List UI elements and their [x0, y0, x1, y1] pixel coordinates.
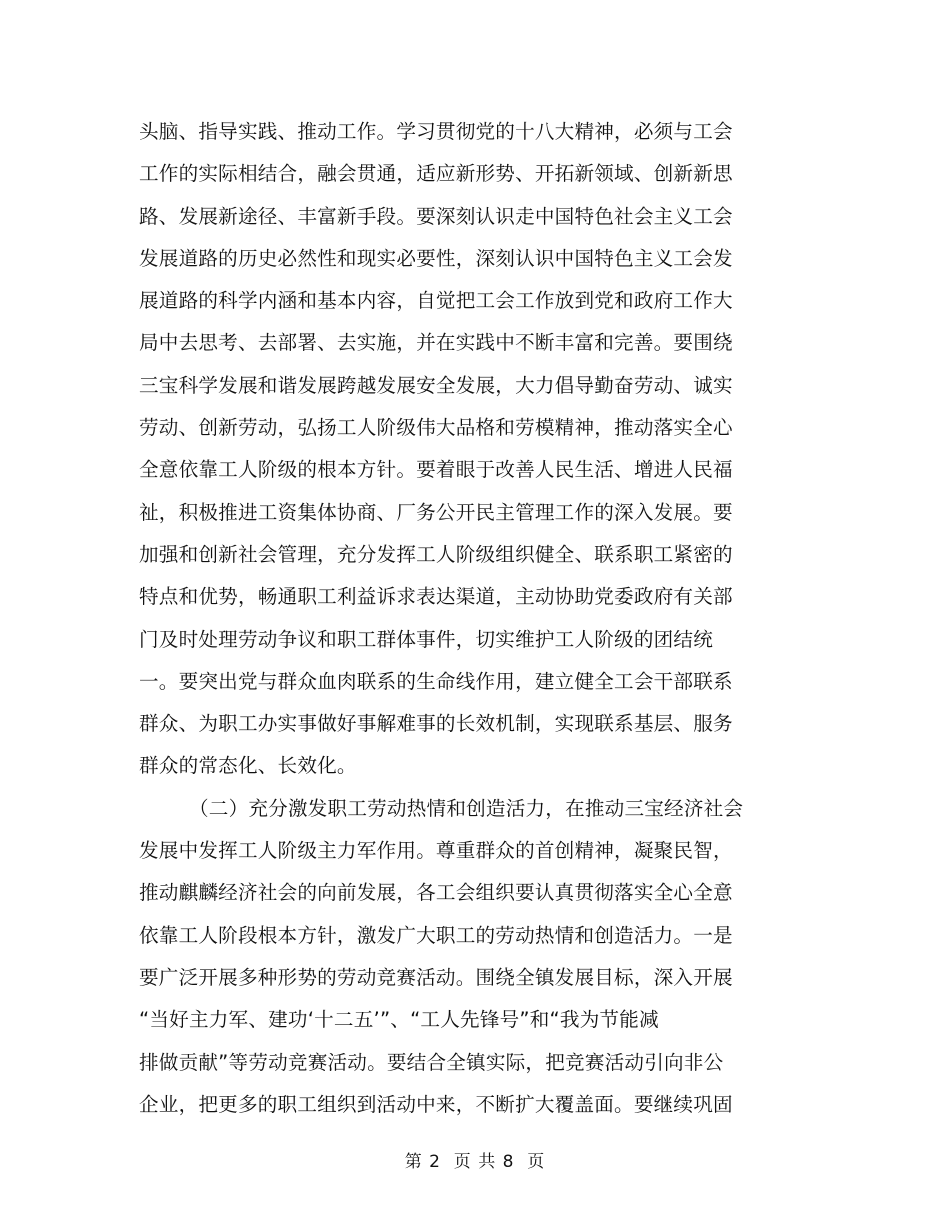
page-number-footer: 第 2 页 共 8 页 — [404, 1152, 546, 1172]
text-line: 发展道路的历史必然性和现实必要性，深刻认识中国特色主义工会发 — [139, 246, 733, 270]
text-line: 推动麒麟经济社会的向前发展，各工会组织要认真贯彻落实全心全意 — [139, 881, 733, 905]
text-line: 祉，积极推进工资集体协商、厂务公开民主管理工作的深入发展。要 — [139, 500, 733, 524]
text-line: 展道路的科学内涵和基本内容，自觉把工会工作放到党和政府工作大 — [139, 289, 733, 313]
text-line: 一。要突出党与群众血肉联系的生命线作用，建立健全工会干部联系 — [139, 669, 733, 693]
text-line: 群众的常态化、长效化。 — [139, 754, 357, 778]
text-line: 劳动、创新劳动，弘扬工人阶级伟大品格和劳模精神，推动落实全心 — [139, 416, 733, 440]
text-line: 头脑、指导实践、推动工作。学习贯彻党的十八大精神，必须与工会 — [139, 120, 733, 143]
text-line: 加强和创新社会管理，充分发挥工人阶级组织健全、联系职工紧密的 — [139, 542, 733, 566]
text-line: 三宝科学发展和谐发展跨越发展安全发展，大力倡导勤奋劳动、诚实 — [139, 373, 733, 397]
text-line: 特点和优势，畅通职工利益诉求表达渠道，主动协助党委政府有关部 — [139, 585, 733, 609]
text-line: 路、发展新途径、丰富新手段。要深刻认识走中国特色社会主义工会 — [139, 204, 733, 228]
text-line: 门及时处理劳动争议和职工群体事件，切实维护工人阶级的团结统 — [139, 627, 714, 651]
text-line: 群众、为职工办实事做好事解难事的长效机制，实现联系基层、服务 — [139, 712, 733, 736]
paragraph-1 — [139, 111, 759, 788]
text-line: 局中去思考、去部署、去实施，并在实践中不断丰富和完善。要围绕 — [139, 331, 733, 355]
text-line: 要广泛开展多种形势的劳动竞赛活动。围绕全镇发展目标，深入开展 — [139, 965, 733, 989]
text-line: “当好主力军、建功‘十二五’”、“工人先锋号”和“我为节能减 — [139, 1008, 659, 1032]
text-line: 排做贡献”等劳动竞赛活动。要结合全镇实际，把竞赛活动引向非公 — [139, 1050, 724, 1074]
text-line: 工作的实际相结合，融会贯通，适应新形势、开拓新领域、创新新思 — [139, 162, 733, 186]
text-line: （二）充分激发职工劳动热情和创造活力，在推动三宝经济社会 — [189, 796, 744, 820]
body-text — [139, 111, 759, 1126]
text-line: 企业，把更多的职工组织到活动中来，不断扩大覆盖面。要继续巩固 — [139, 1092, 733, 1116]
paragraph-2 — [139, 788, 759, 1126]
text-line: 发展中发挥工人阶级主力军作用。尊重群众的首创精神，凝聚民智， — [139, 839, 733, 863]
text-line: 依靠工人阶段根本方针，激发广大职工的劳动热情和创造活力。一是 — [139, 923, 733, 947]
text-line: 全意依靠工人阶级的根本方针。要着眼于改善人民生活、增进人民福 — [139, 458, 733, 482]
